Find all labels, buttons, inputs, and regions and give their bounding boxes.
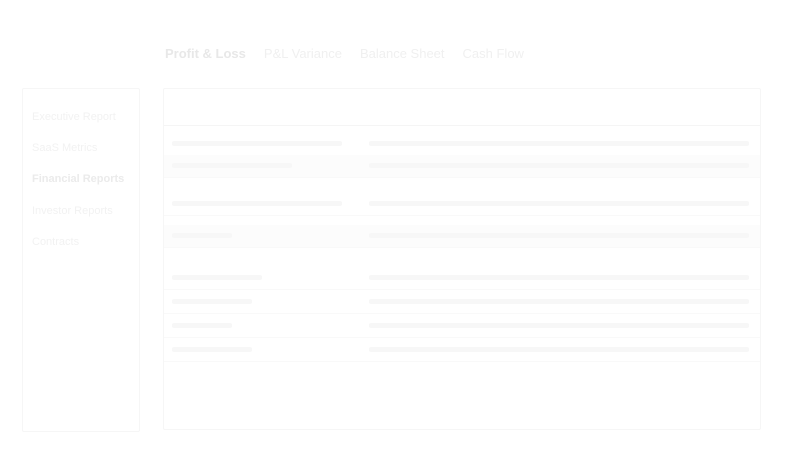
tab-balance-sheet[interactable]: Balance Sheet xyxy=(359,46,445,61)
row-label-placeholder xyxy=(172,233,232,238)
table-row xyxy=(164,155,760,178)
row-values-placeholder xyxy=(369,163,749,168)
table-row xyxy=(164,267,760,290)
row-values-placeholder xyxy=(369,201,749,206)
table-header-row xyxy=(164,103,760,126)
row-values-placeholder xyxy=(369,233,749,238)
row-label-placeholder xyxy=(172,299,252,304)
row-label-placeholder xyxy=(172,163,292,168)
row-label-placeholder xyxy=(172,323,232,328)
row-label-placeholder xyxy=(172,201,342,206)
table-row xyxy=(164,339,760,362)
row-values-placeholder xyxy=(369,347,749,352)
row-label-placeholder xyxy=(172,141,342,146)
sidebar-item-investor-reports[interactable]: Investor Reports xyxy=(32,205,113,217)
row-values-placeholder xyxy=(369,275,749,280)
table-row xyxy=(164,291,760,314)
sidebar-item-executive-report[interactable]: Executive Report xyxy=(32,111,116,123)
table-row xyxy=(164,133,760,156)
sidebar-item-contracts[interactable]: Contracts xyxy=(32,236,80,248)
row-values-placeholder xyxy=(369,323,749,328)
table-row xyxy=(164,225,760,248)
table-row xyxy=(164,193,760,216)
sidebar-item-financial-reports[interactable]: Financial Reports xyxy=(32,173,125,185)
tab-cash-flow[interactable]: Cash Flow xyxy=(462,46,524,61)
report-panel xyxy=(163,88,761,430)
report-tabs xyxy=(165,46,524,61)
row-values-placeholder xyxy=(369,141,749,146)
row-label-placeholder xyxy=(172,347,252,352)
sidebar-item-saas-metrics[interactable]: SaaS Metrics xyxy=(32,142,98,154)
tab-pl-variance[interactable]: P&L Variance xyxy=(263,46,342,61)
row-label-placeholder xyxy=(172,275,262,280)
row-values-placeholder xyxy=(369,299,749,304)
sidebar xyxy=(22,88,140,432)
table-row xyxy=(164,315,760,338)
tab-profit-loss[interactable]: Profit & Loss xyxy=(165,46,246,61)
